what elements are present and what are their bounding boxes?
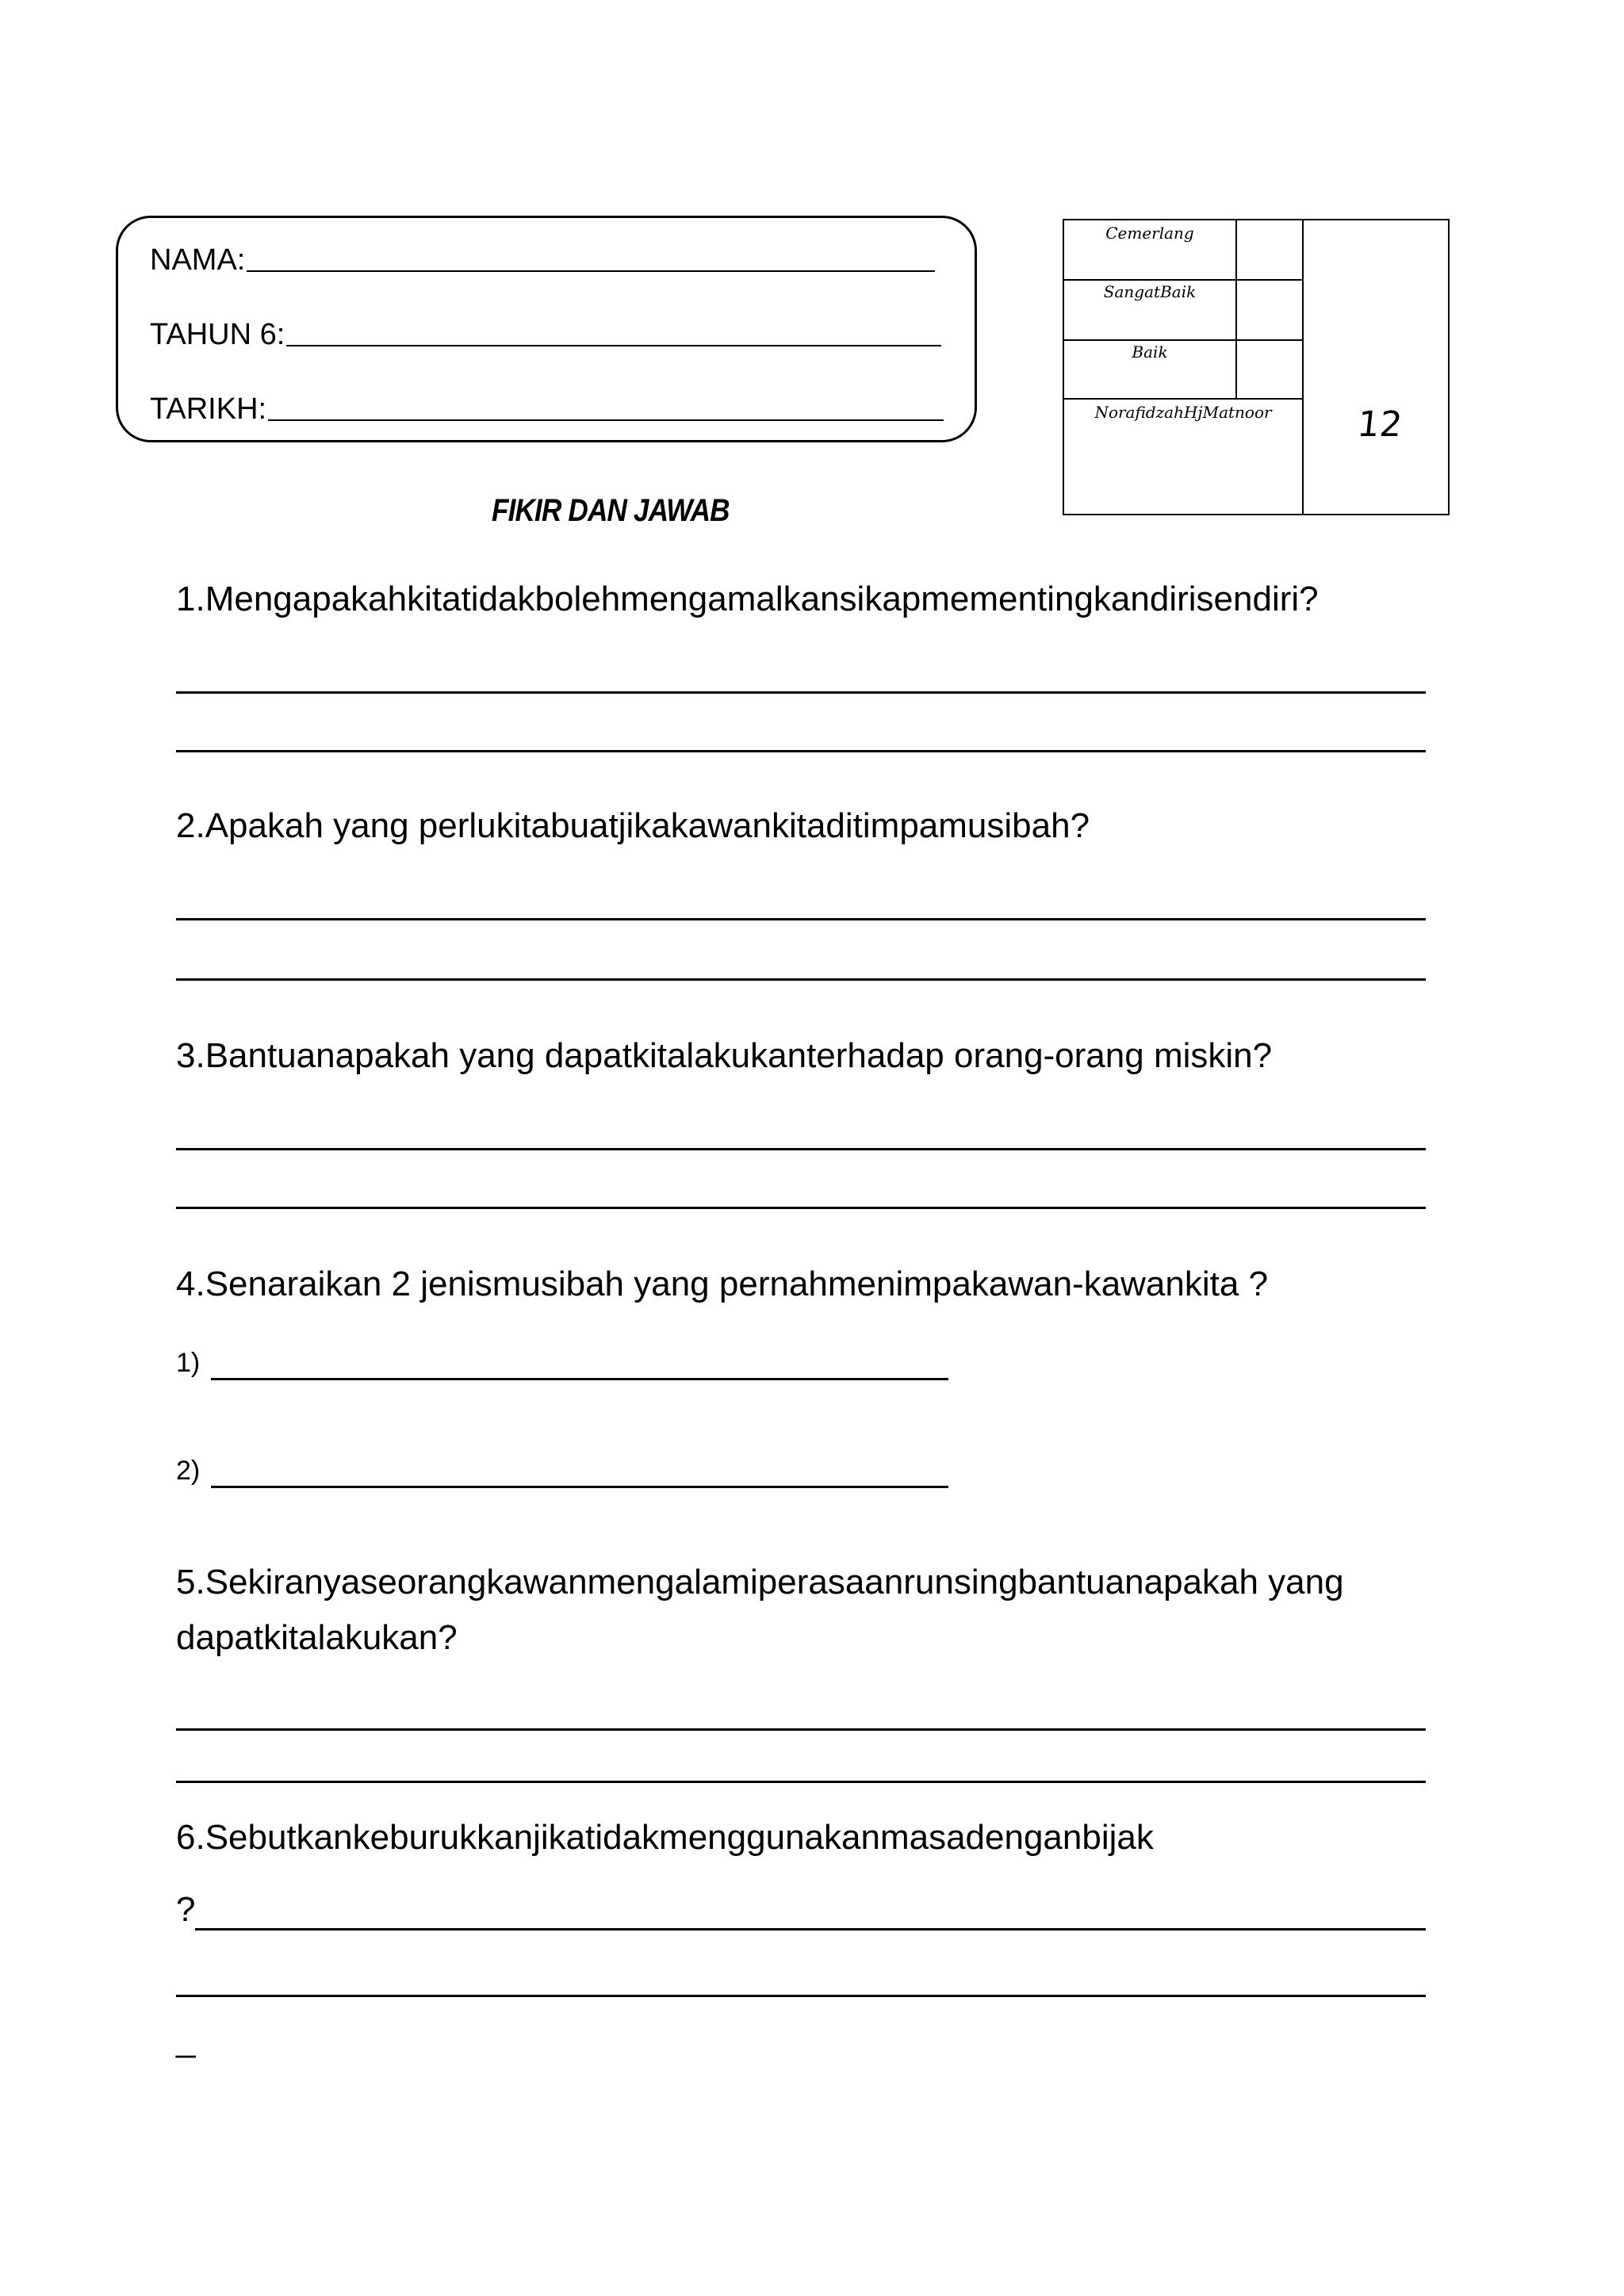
question-6-mark: ? <box>176 1890 196 1929</box>
year-input-line[interactable] <box>286 345 941 346</box>
question-3: 3.Bantuanapakah yang dapatkitalakukanterhadap orang-orang miskin? <box>176 1036 1273 1075</box>
date-input-line[interactable] <box>268 419 944 421</box>
trailing-mark: _ <box>176 2020 196 2059</box>
answer-line[interactable] <box>176 1728 1426 1731</box>
list-item-label: 2) <box>176 1456 201 1486</box>
short-answer-line[interactable] <box>211 1486 948 1488</box>
year-label: TAHUN 6: <box>150 318 285 351</box>
grade-level-cell <box>1064 339 1235 398</box>
worksheet-title: FIKIR DAN JAWAB <box>492 493 730 528</box>
name-row <box>150 245 935 275</box>
question-2: 2.Apakah yang perlukitabuatjikakawankitaditimpamusibah? <box>176 806 1090 845</box>
answer-line[interactable] <box>176 1148 1426 1150</box>
list-item-label: 1) <box>176 1348 201 1378</box>
grading-table <box>1063 219 1450 515</box>
student-info-box <box>116 216 977 442</box>
question-5-line-2: dapatkitalakukan? <box>176 1618 458 1657</box>
answer-line[interactable] <box>176 1995 1426 1997</box>
grade-checkbox-excellent[interactable] <box>1235 220 1302 279</box>
short-answer-line[interactable] <box>211 1378 948 1380</box>
score-value: 12 <box>1355 404 1404 445</box>
answer-line[interactable] <box>176 691 1426 694</box>
question-5-line-1: 5.Sekiranyaseorangkawanmengalamiperasaanrunsingbantuanapakah yang <box>176 1563 1344 1601</box>
table-divider <box>1302 220 1304 515</box>
grade-level-cell <box>1064 279 1235 339</box>
grade-level-cell <box>1064 220 1235 279</box>
answer-line[interactable] <box>176 978 1426 981</box>
grade-level-very-good: SangatBaik <box>1103 282 1197 301</box>
answer-line[interactable] <box>176 918 1426 920</box>
grade-checkbox-good[interactable] <box>1235 339 1302 398</box>
question-6: 6.Sebutkankeburukkanjikatidakmenggunakanmasadenganbijak <box>176 1818 1154 1857</box>
answer-line[interactable] <box>176 1781 1426 1783</box>
year-row <box>150 320 941 350</box>
teacher-cell <box>1064 398 1302 515</box>
grade-level-good: Baik <box>1132 342 1168 362</box>
teacher-name: NorafidzahHjMatnoor <box>1094 403 1272 422</box>
answer-line[interactable] <box>195 1928 1426 1931</box>
answer-line[interactable] <box>176 1207 1426 1209</box>
name-input-line[interactable] <box>247 270 935 272</box>
question-1: 1.Mengapakahkitatidakbolehmengamalkansikapmementingkandirisendiri? <box>176 580 1319 618</box>
answer-line[interactable] <box>176 750 1426 752</box>
question-4: 4.Senaraikan 2 jenismusibah yang pernahmenimpakawan-kawankita ? <box>176 1265 1269 1303</box>
date-row <box>150 394 944 424</box>
date-label: TARIKH: <box>150 392 267 426</box>
grade-level-excellent: Cemerlang <box>1105 224 1194 243</box>
name-label: NAMA: <box>150 243 246 277</box>
grade-checkbox-very-good[interactable] <box>1235 279 1302 339</box>
